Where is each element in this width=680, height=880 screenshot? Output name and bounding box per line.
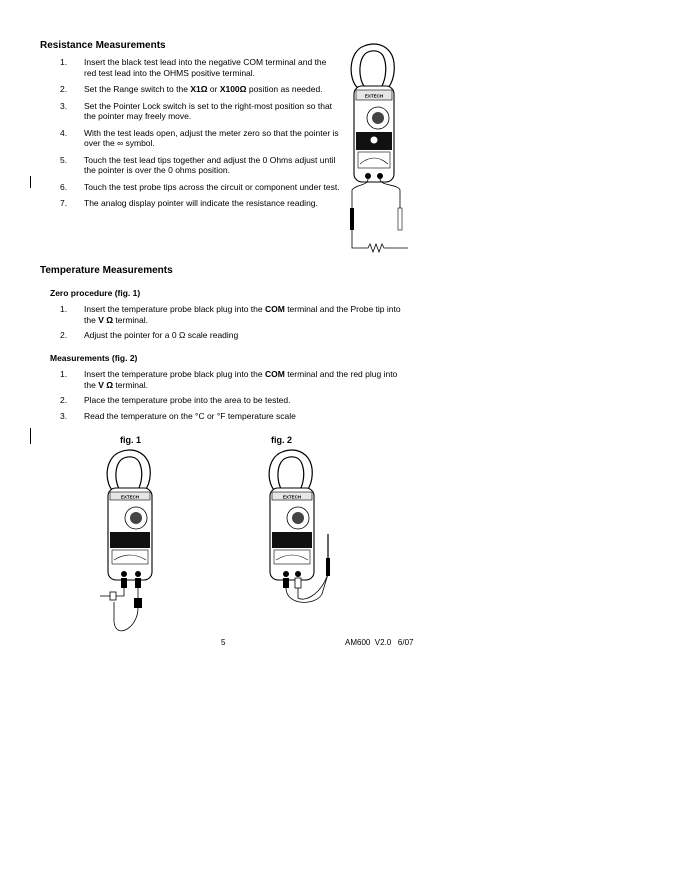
change-bar bbox=[30, 428, 31, 444]
list-item-text: or bbox=[207, 84, 220, 94]
list-item-text: The analog display pointer will indicate the resistance reading. bbox=[84, 198, 318, 208]
fig2-illustration bbox=[258, 448, 338, 608]
list-item-emphasis: V Ω bbox=[98, 379, 114, 390]
list-item-text: Insert the black test lead into the negative COM terminal and the red test lead into the OHMS positive terminal. bbox=[84, 57, 327, 78]
list-item-emphasis: X1Ω bbox=[190, 84, 208, 94]
list-item-text: Read the temperature on the °C or °F temperature scale bbox=[84, 410, 296, 421]
list-item bbox=[40, 304, 410, 325]
list-item bbox=[40, 128, 340, 149]
fig1-label: fig. 1 bbox=[120, 435, 142, 445]
page-number: 5 bbox=[221, 638, 226, 647]
measurement-steps bbox=[40, 369, 410, 421]
list-item-text: Place the temperature probe into the area to be tested. bbox=[84, 395, 291, 405]
list-item-text: terminal and the Probe tip into the bbox=[84, 304, 401, 325]
list-item bbox=[40, 411, 410, 422]
brand-label: EXTECH bbox=[282, 494, 302, 500]
list-item-text: terminal and the red plug into the bbox=[84, 369, 398, 390]
brand-label: EXTECH bbox=[364, 93, 384, 99]
measurements-heading: Measurements (fig. 2) bbox=[50, 353, 138, 363]
list-item bbox=[40, 57, 340, 78]
list-item-number: 1. bbox=[60, 369, 68, 379]
clamp-jaw bbox=[351, 44, 394, 88]
list-item-text: Set the Pointer Lock switch is set to the right-most position so that the pointer may freely move. bbox=[84, 100, 333, 121]
ohms-terminal bbox=[377, 173, 383, 179]
list-item-number: 6. bbox=[60, 181, 68, 192]
list-item-number: 4. bbox=[60, 127, 68, 138]
brand-label: EXTECH bbox=[120, 494, 140, 500]
list-item-emphasis: COM bbox=[264, 304, 285, 314]
list-item-text: terminal. bbox=[113, 314, 149, 325]
com-terminal bbox=[365, 173, 371, 179]
list-item bbox=[40, 369, 410, 390]
zero-procedure-steps bbox=[40, 304, 410, 341]
list-item bbox=[40, 101, 340, 122]
document-id: AM600 V2.0 6/07 bbox=[345, 638, 414, 647]
list-item-text: position as needed. bbox=[246, 84, 323, 94]
list-item-text: Touch the test probe tips across the circuit or component under test. bbox=[84, 181, 340, 192]
list-item-number: 1. bbox=[60, 304, 68, 314]
list-item bbox=[40, 155, 340, 176]
list-item bbox=[40, 330, 410, 341]
temperature-heading: Temperature Measurements bbox=[40, 265, 173, 276]
list-item-number: 2. bbox=[60, 395, 68, 405]
list-item bbox=[40, 84, 340, 95]
list-item bbox=[40, 395, 410, 406]
list-item-emphasis: V Ω bbox=[98, 314, 114, 325]
list-item-emphasis: X100Ω bbox=[219, 84, 247, 94]
list-item-text: Insert the temperature probe black plug into the bbox=[84, 304, 265, 314]
list-item-text: With the test leads open, adjust the meter zero so that the pointer is over the ∞ symbol. bbox=[84, 127, 339, 148]
resistance-steps bbox=[40, 57, 340, 209]
list-item-text: Set the Range switch to the bbox=[84, 84, 191, 94]
list-item-number: 1. bbox=[60, 57, 68, 67]
resistance-heading: Resistance Measurements bbox=[40, 40, 166, 51]
resistance-meter-illustration bbox=[338, 40, 410, 256]
list-item-number: 3. bbox=[60, 100, 68, 111]
list-item bbox=[40, 182, 340, 193]
list-item-number: 5. bbox=[60, 154, 68, 165]
zero-procedure-heading: Zero procedure (fig. 1) bbox=[50, 288, 141, 298]
list-item-emphasis: COM bbox=[264, 369, 285, 379]
list-item-number: 2. bbox=[60, 84, 68, 94]
list-item-number: 3. bbox=[60, 410, 68, 421]
list-item-text: Adjust the pointer for a 0 Ω scale reading bbox=[84, 330, 239, 340]
list-item-text: terminal. bbox=[113, 379, 149, 390]
fig2-label: fig. 2 bbox=[271, 435, 293, 445]
list-item-number: 7. bbox=[60, 198, 68, 208]
change-bar bbox=[30, 176, 31, 188]
list-item-number: 2. bbox=[60, 330, 68, 340]
list-item bbox=[40, 198, 340, 209]
fig1-illustration bbox=[96, 448, 166, 640]
list-item-text: Insert the temperature probe black plug into the bbox=[84, 369, 265, 379]
list-item-text: Touch the test lead tips together and adjust the 0 Ohms adjust until the pointer is over the 0 ohms position. bbox=[84, 154, 336, 175]
